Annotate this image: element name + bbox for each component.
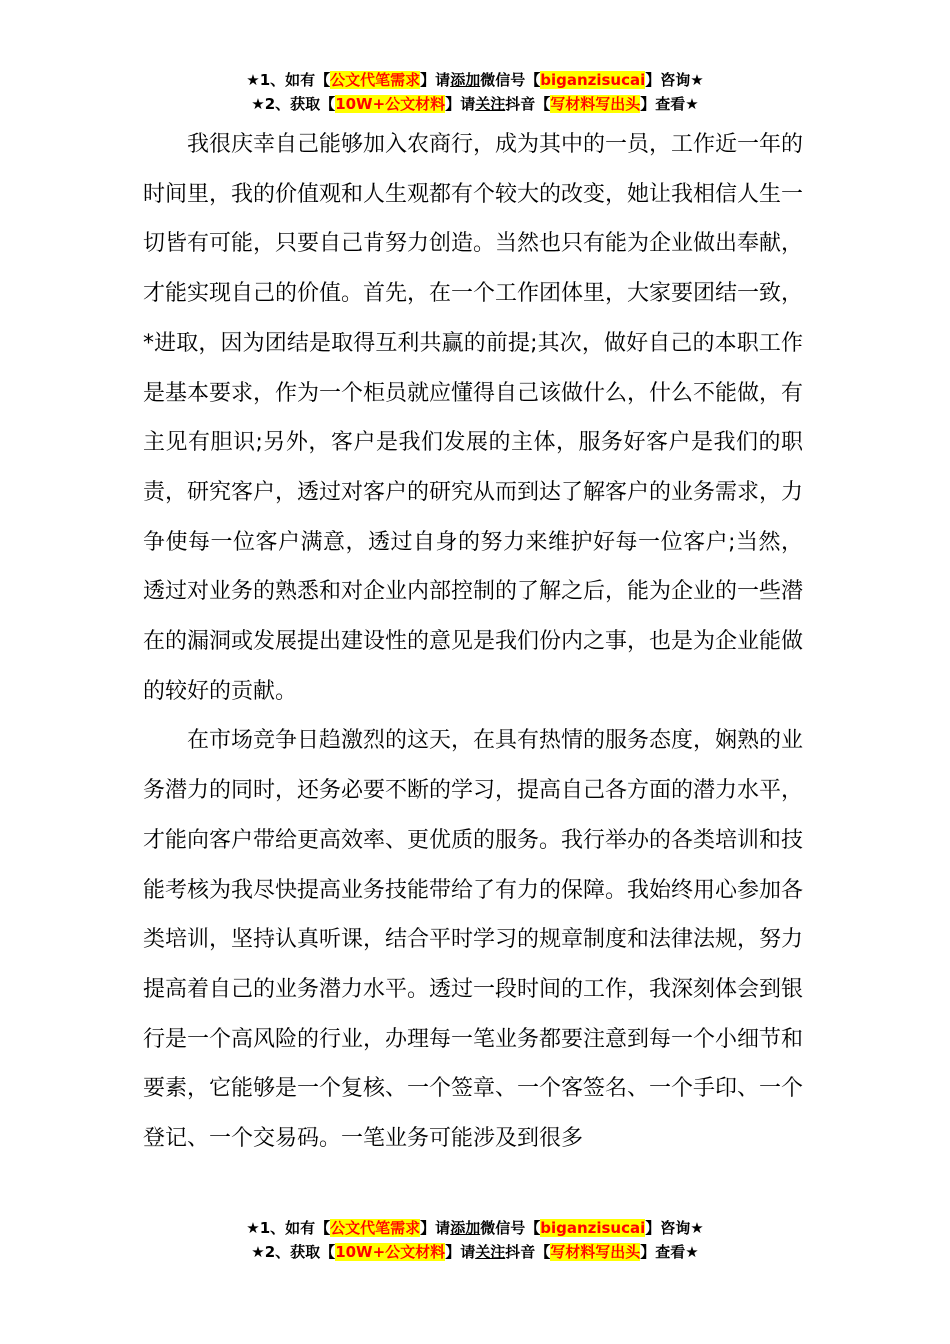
emphasized-verb: 添加: [450, 71, 481, 89]
banner-text: 】查看★: [640, 1243, 699, 1261]
footer-banner-line-2: [0, 1240, 950, 1264]
highlighted-material: 10W+公文材料: [335, 1243, 446, 1261]
highlighted-service: 公文代笔需求: [330, 71, 421, 89]
document-body: [143, 120, 803, 1164]
banner-text: 2、获取【: [264, 1243, 336, 1261]
highlighted-material: 10W+公文材料: [335, 95, 446, 113]
header-banner-line-2: [0, 92, 950, 116]
emphasized-verb: 关注: [475, 95, 506, 113]
banner-text: 】请: [445, 95, 476, 113]
banner-text: 】请: [420, 71, 451, 89]
highlighted-service: 公文代笔需求: [330, 1219, 421, 1237]
banner-text: 】查看★: [640, 95, 699, 113]
emphasized-verb: 关注: [475, 1243, 506, 1261]
footer-banner: [0, 1216, 950, 1264]
footer-banner-line-1: [0, 1216, 950, 1240]
banner-text: 抖音【: [505, 95, 551, 113]
banner-text: 2、获取【: [264, 95, 336, 113]
wechat-id: biganzisucai: [540, 1219, 646, 1237]
banner-text: 】请: [445, 1243, 476, 1261]
paragraph-2: 在市场竞争日趋激烈的这天，在具有热情的服务态度，娴熟的业务潜力的同时，还务必要不断的学习，提高自己各方面的潜力水平，才能向客户带给更高效率、更优质的服务。我行举办的各类培训和技能考核为我尽快提高业务技能带给了有力的保障。我始终用心参加各类培训，坚持认真听课，结合平时学习的规章制度和法律法规，努力提高着自己的业务潜力水平。透过一段时间的工作，我深刻体会到银行是一个高风险的行业，办理每一笔业务都要注意到每一个小细节和要素，它能够是一个复核、一个签章、一个客签名、一个手印、一个登记、一个交易码。一笔业务可能涉及到很多: [143, 728, 804, 1152]
banner-text: 抖音【: [505, 1243, 551, 1261]
paragraph-1: 我很庆幸自己能够加入农商行，成为其中的一员，工作近一年的时间里，我的价值观和人生观都有个较大的改变，她让我相信人生一切皆有可能，只要自己肯努力创造。当然也只有能为企业做出奉献，才能实现自己的价值。首先，在一个工作团体里，大家要团结一致，*进取，因为团结是取得互利共赢的前提;其次，做好自己的本职工作是基本要求，作为一个柜员就应懂得自己该做什么，什么不能做，有主见有胆识;另外，客户是我们发展的主体，服务好客户是我们的职责，研究客户，透过对客户的研究从而到达了解客户的业务需求，力争使每一位客户满意，透过自身的努力来维护好每一位客户;当然，透过对业务的熟悉和对企业内部控制的了解之后，能为企业的一些潜在的漏洞或发展提出建设性的意见是我们份内之事，也是为企业能做的较好的贡献。: [143, 132, 804, 704]
star-icon: ★: [246, 71, 260, 89]
banner-text: 】请: [420, 1219, 451, 1237]
banner-text: 1、如有【: [259, 1219, 331, 1237]
banner-text: 】咨询★: [645, 71, 704, 89]
star-icon: ★: [246, 1219, 260, 1237]
header-banner-line-1: [0, 68, 950, 92]
star-icon: ★: [251, 1243, 265, 1261]
banner-text: 微信号【: [480, 71, 541, 89]
banner-text: 】咨询★: [645, 1219, 704, 1237]
douyin-account: 写材料写出头: [550, 95, 641, 113]
banner-text: 1、如有【: [259, 71, 331, 89]
douyin-account: 写材料写出头: [550, 1243, 641, 1261]
header-banner: [0, 68, 950, 116]
banner-text: 微信号【: [480, 1219, 541, 1237]
wechat-id: biganzisucai: [540, 71, 646, 89]
emphasized-verb: 添加: [450, 1219, 481, 1237]
star-icon: ★: [251, 95, 265, 113]
